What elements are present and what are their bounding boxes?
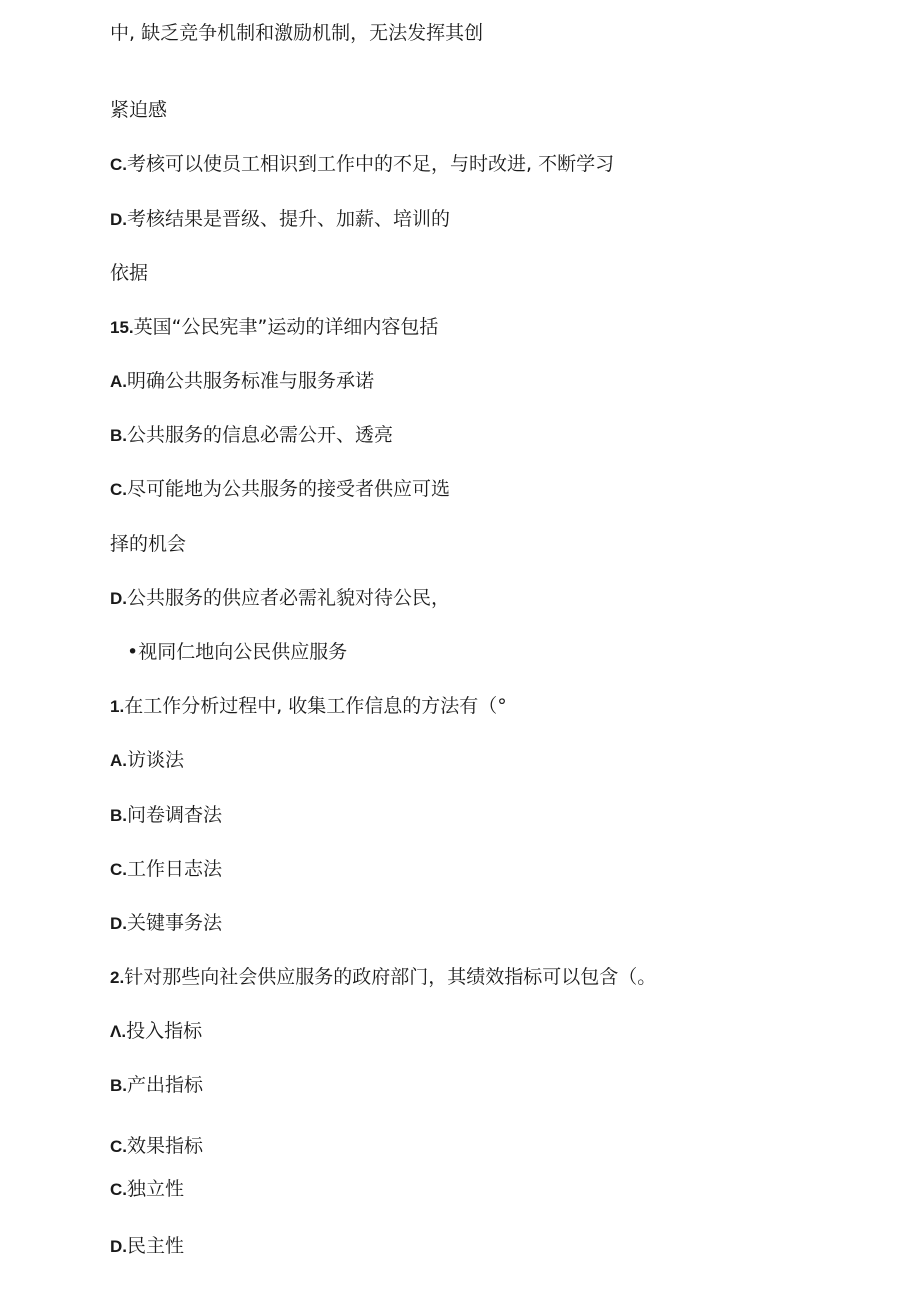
option-marker: C. (110, 1180, 127, 1199)
option-marker: Λ. (110, 1022, 127, 1041)
option-line (110, 586, 450, 611)
line-text: 视同仁地向公民供应服务 (138, 641, 348, 663)
option-marker: D. (110, 914, 127, 933)
option-text: 公共服务的信息必需公开、透亮 (127, 424, 394, 446)
option-line (110, 152, 614, 177)
option-marker: B. (110, 806, 127, 825)
question-line (110, 694, 507, 719)
option-text: 明确公共服务标准与服务承诺 (127, 370, 375, 392)
option-marker: D. (110, 210, 127, 229)
text-line (110, 98, 167, 123)
option-line (110, 748, 184, 773)
option-marker: B. (110, 426, 127, 445)
option-marker: C. (110, 480, 127, 499)
option-text: 产出指标 (127, 1074, 204, 1096)
option-text: 考核可以使员工相识到工作中的不足，与时改进, 不断学习 (127, 153, 615, 175)
line-text: 中, 缺乏竞争机制和激励机制，无法发挥其创 (110, 22, 484, 44)
question-number: 15. (110, 318, 134, 337)
question-number: 2. (110, 968, 125, 987)
question-text: 在工作分析过程中, 收集工作信息的方法有（° (124, 695, 507, 717)
question-number: 1. (110, 697, 125, 716)
option-text: 独立性 (127, 1178, 185, 1200)
option-marker: D. (110, 589, 127, 608)
option-marker: A. (110, 372, 127, 391)
option-line (110, 1073, 203, 1098)
option-line (110, 1134, 203, 1159)
option-line (110, 207, 450, 232)
option-marker: C. (110, 155, 127, 174)
line-text: 依据 (110, 262, 149, 284)
option-line (110, 1234, 184, 1259)
option-line (110, 857, 222, 882)
question-line (110, 315, 438, 340)
option-line (110, 477, 450, 502)
option-text: 尽可能地为公共服务的接受者供应可选 (127, 478, 451, 500)
line-text: 择的机会 (110, 533, 187, 555)
option-line (110, 369, 374, 394)
option-text: 考核结果是晋级、提升、加薪、培训的 (127, 208, 451, 230)
option-text: 效果指标 (127, 1135, 204, 1157)
text-line (110, 261, 148, 286)
option-marker: C. (110, 1137, 127, 1156)
text-line (110, 532, 186, 557)
option-line (110, 803, 222, 828)
question-line (110, 965, 656, 990)
bullet-line (127, 640, 347, 664)
bullet-marker: • (127, 641, 139, 663)
option-marker: D. (110, 1237, 127, 1256)
option-line (110, 423, 393, 448)
option-line (110, 1177, 184, 1202)
option-text: 问卷调杳法 (127, 804, 223, 826)
option-marker: C. (110, 860, 127, 879)
question-text: 针对那些向社会供应服务的政府部门，其绩效指标可以包含（。 (124, 966, 657, 988)
option-text: 关键事务法 (127, 912, 223, 934)
option-marker: A. (110, 751, 127, 770)
option-text: 公共服务的供应者必需礼貌对待公民， (127, 587, 451, 609)
option-text: 投入指标 (126, 1020, 203, 1042)
option-text: 民主性 (127, 1235, 185, 1257)
question-text: 英国“公民宪聿”运动的详细内容包括 (133, 316, 439, 338)
option-line (110, 911, 222, 936)
option-text: 访谈法 (127, 749, 185, 771)
line-text: 紧迫感 (110, 99, 168, 121)
option-text: 工作日志法 (127, 858, 223, 880)
option-marker: B. (110, 1076, 127, 1095)
text-line (110, 21, 483, 46)
option-line (110, 1019, 202, 1044)
